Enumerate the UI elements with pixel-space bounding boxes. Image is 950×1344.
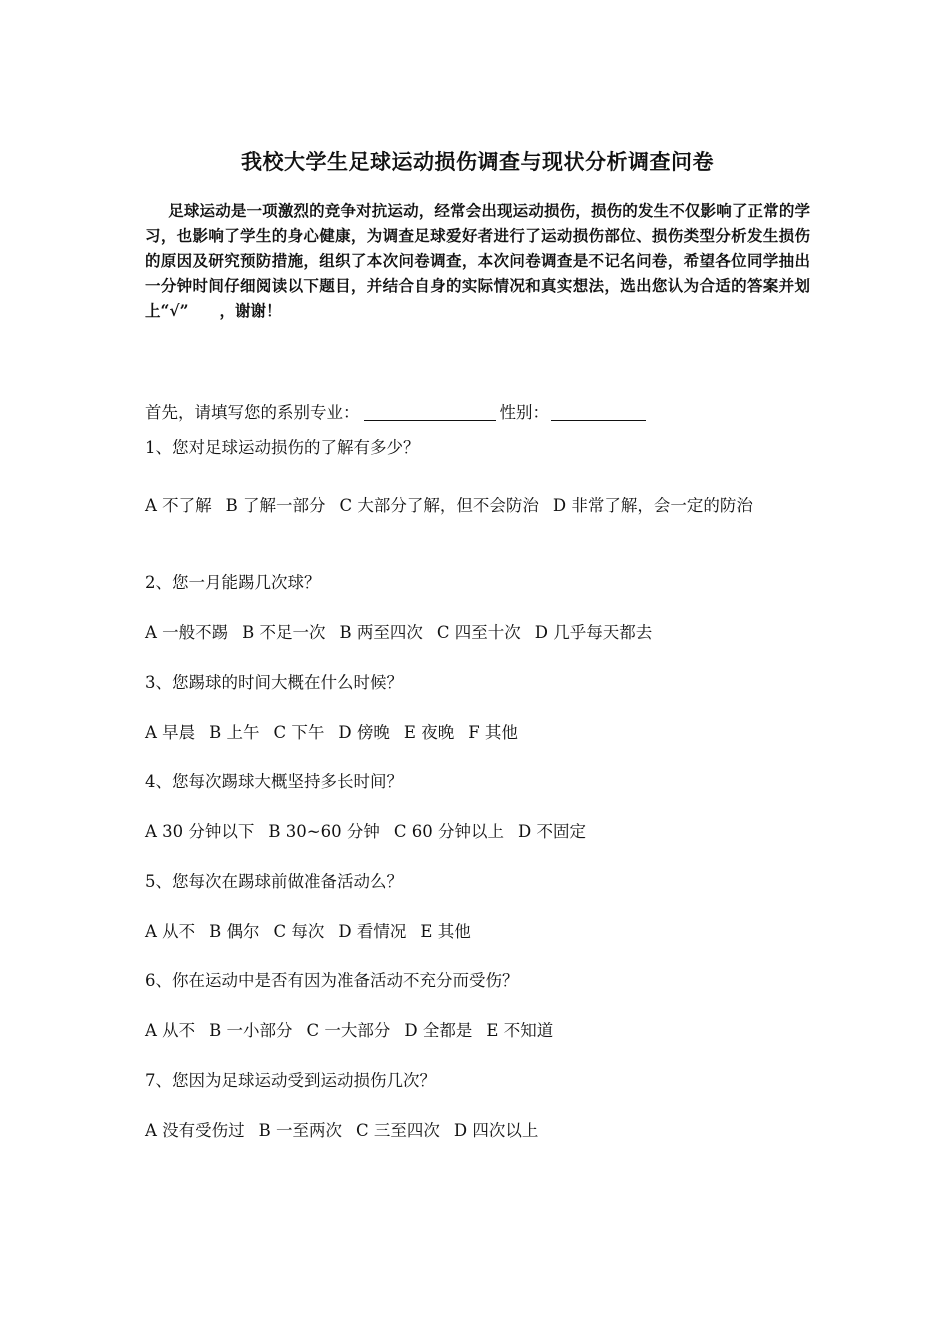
option[interactable]: A 一般不踢 [145,623,229,642]
option[interactable]: D 不固定 [517,822,586,841]
question-5: 5、您每次在踢球前做准备活动么？ [145,872,403,891]
question-2: 2、您一月能踢几次球？ [145,573,321,592]
question-1-options [145,494,810,518]
option[interactable]: A 早晨 [145,723,196,742]
option[interactable]: A 从不 [145,922,196,941]
option[interactable]: B 不足一次 [242,623,326,642]
option[interactable]: A 从不 [145,1021,196,1040]
page-title: 我校大学生足球运动损伤调查与现状分析调查问卷 [241,149,714,174]
question-6: 6、你在运动中是否有因为准备活动不充分而受伤？ [145,971,519,990]
option[interactable]: A 30 分钟以下 [145,822,255,841]
option[interactable]: C 三至四次 [356,1121,440,1140]
question-5-options [145,918,471,942]
option[interactable]: D 傍晚 [338,723,390,742]
option[interactable]: C 大部分了解，但不会防治 [339,496,539,515]
option[interactable]: C 四至十次 [436,623,521,642]
option[interactable]: B 两至四次 [339,623,423,642]
question-3-options [145,719,518,743]
question-2-options [145,619,652,643]
option[interactable]: A 不了解 [145,496,212,515]
option[interactable]: E 不知道 [486,1021,554,1040]
option[interactable]: C 一大部分 [306,1021,391,1040]
major-prompt: 首先，请填写您的系别专业： [145,403,360,422]
question-7: 7、您因为足球运动受到运动损伤几次？ [145,1071,436,1090]
option[interactable]: B 上午 [209,723,260,742]
major-blank[interactable] [364,402,496,421]
option[interactable]: D 看情况 [338,922,407,941]
option[interactable]: C 下午 [273,723,325,742]
question-4: 4、您每次踢球大概坚持多长时间？ [145,772,403,791]
question-3: 3、您踢球的时间大概在什么时候？ [145,673,403,692]
question-4-options [145,818,586,842]
option[interactable]: C 每次 [273,922,325,941]
intro-paragraph: 足球运动是一项激烈的竞争对抗运动，经常会出现运动损伤，损伤的发生不仅影响了正常的学习，也影响了学生的身心健康，为调查足球爱好者进行了运动损伤部位、损伤类型分析发生损伤的原因及研究预防措施，组织了本次问卷调查，本次问卷调查是不记名问卷，希望各位同学抽出一分钟时间仔细阅读以下题目，并结合自身的实际情况和真实想法，选出您认为合适的答案并划上“√” ，谢谢！ [145,201,810,320]
question-1: 1、您对足球运动损伤的了解有多少？ [145,438,420,457]
option[interactable]: E 其他 [420,922,471,941]
gender-blank[interactable] [551,402,646,421]
option[interactable]: A 没有受伤过 [145,1121,245,1140]
info-line [145,399,646,423]
option[interactable]: B 一小部分 [209,1021,293,1040]
option[interactable]: F 其他 [468,723,518,742]
option[interactable]: D 几乎每天都去 [534,623,653,642]
option[interactable]: B 了解一部分 [225,496,326,515]
option[interactable]: C 60 分钟以上 [393,822,504,841]
questionnaire-page [145,0,810,1344]
gender-label: 性别： [499,403,549,422]
question-7-options [145,1117,538,1141]
option[interactable]: D 四次以上 [453,1121,539,1140]
option[interactable]: B 一至两次 [258,1121,343,1140]
option[interactable]: B 偶尔 [209,922,260,941]
option[interactable]: B 30~60 分钟 [268,822,380,841]
option[interactable]: D 非常了解，会一定的防治 [552,496,753,515]
option[interactable]: E 夜晚 [403,723,455,742]
option[interactable]: D 全都是 [404,1021,473,1040]
question-6-options [145,1017,553,1041]
